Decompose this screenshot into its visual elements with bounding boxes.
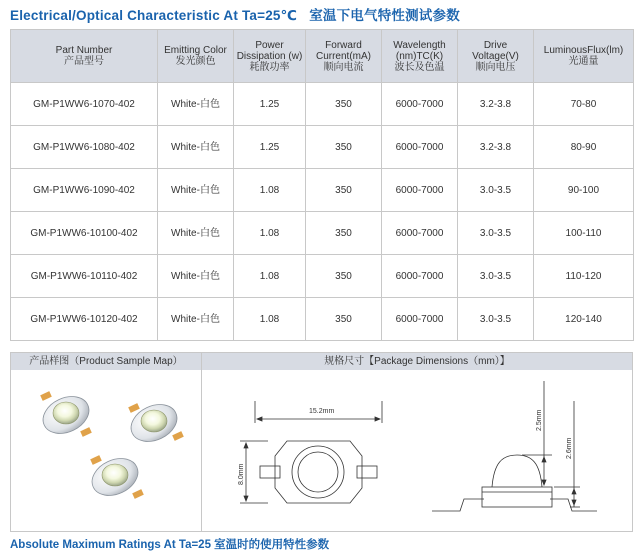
- cell-part: GM-P1WW6-10110-402: [11, 255, 158, 298]
- table-header-row: [11, 30, 634, 83]
- characteristic-table: [10, 29, 634, 341]
- cell-part: GM-P1WW6-1090-402: [11, 169, 158, 212]
- table-row: [11, 298, 634, 341]
- page-title: [10, 4, 460, 24]
- cell-flux: 110-120: [534, 255, 634, 298]
- cell-flux: 100-110: [534, 212, 634, 255]
- cell-wavelength: 6000-7000: [382, 255, 458, 298]
- cell-power: 1.08: [234, 255, 306, 298]
- table-row: [11, 83, 634, 126]
- led-sample-images: [11, 371, 201, 531]
- cell-wavelength: 6000-7000: [382, 83, 458, 126]
- cell-voltage: 3.2-3.8: [458, 83, 534, 126]
- dim-height-label: 8.0mm: [238, 463, 245, 485]
- led-sample-3: [86, 451, 144, 502]
- cell-current: 350: [306, 255, 382, 298]
- cell-current: 350: [306, 212, 382, 255]
- cell-color: White-白色: [158, 255, 234, 298]
- cell-current: 350: [306, 83, 382, 126]
- cell-flux: 80-90: [534, 126, 634, 169]
- cell-power: 1.08: [234, 298, 306, 341]
- cell-flux: 90-100: [534, 169, 634, 212]
- dim-dome-height-label: 2.5mm: [536, 409, 543, 431]
- cell-voltage: 3.2-3.8: [458, 126, 534, 169]
- cell-wavelength: 6000-7000: [382, 298, 458, 341]
- header-wavelength: Wavelength (nm)TC(K) 波长及色温: [382, 30, 458, 83]
- title-en: Electrical/Optical Characteristic At Ta=25℃: [10, 8, 298, 23]
- cell-voltage: 3.0-3.5: [458, 255, 534, 298]
- title-cn: 室温下电气特性测试参数: [309, 8, 460, 23]
- header-forward-current: Forward Current(mA) 顺向电流: [306, 30, 382, 83]
- header-luminous-flux: LuminousFlux(lm) 光通量: [534, 30, 634, 83]
- cell-wavelength: 6000-7000: [382, 169, 458, 212]
- cell-current: 350: [306, 298, 382, 341]
- cell-color: White-白色: [158, 212, 234, 255]
- cell-power: 1.25: [234, 126, 306, 169]
- led-sample-2: [125, 397, 184, 448]
- table-row: [11, 212, 634, 255]
- table-row: [11, 255, 634, 298]
- cell-color: White-白色: [158, 298, 234, 341]
- sample-map-header: 产品样图（Product Sample Map）: [11, 353, 201, 370]
- cell-color: White-白色: [158, 83, 234, 126]
- cell-flux: 70-80: [534, 83, 634, 126]
- dim-total-height-label: 2.6mm: [566, 437, 573, 459]
- cell-color: White-白色: [158, 126, 234, 169]
- header-drive-voltage: Drive Voltage(V) 顺向电压: [458, 30, 534, 83]
- dim-width-label: 15.2mm: [309, 408, 335, 415]
- cell-power: 1.08: [234, 212, 306, 255]
- led-sample-1: [37, 389, 95, 440]
- cell-wavelength: 6000-7000: [382, 126, 458, 169]
- cell-power: 1.25: [234, 83, 306, 126]
- table-row: [11, 169, 634, 212]
- cell-current: 350: [306, 169, 382, 212]
- cell-wavelength: 6000-7000: [382, 212, 458, 255]
- cell-part: GM-P1WW6-1080-402: [11, 126, 158, 169]
- table-row: [11, 126, 634, 169]
- cell-part: GM-P1WW6-10120-402: [11, 298, 158, 341]
- cell-part: GM-P1WW6-10100-402: [11, 212, 158, 255]
- header-power-dissipation: Power Dissipation (w) 耗散功率: [234, 30, 306, 83]
- cell-flux: 120-140: [534, 298, 634, 341]
- next-section-title: Absolute Maximum Ratings At Ta=25 室温时的使用特性参数: [10, 539, 330, 551]
- header-part-number: Part Number 产品型号: [11, 30, 158, 83]
- header-emitting-color: Emitting Color 发光颜色: [158, 30, 234, 83]
- top-view-drawing: [240, 401, 382, 503]
- cell-color: White-白色: [158, 169, 234, 212]
- cell-voltage: 3.0-3.5: [458, 298, 534, 341]
- dimensions-header: 规格尺寸【Package Dimensions（mm）】: [202, 353, 632, 370]
- cell-voltage: 3.0-3.5: [458, 169, 534, 212]
- cell-power: 1.08: [234, 169, 306, 212]
- cell-part: GM-P1WW6-1070-402: [11, 83, 158, 126]
- bottom-panel: [10, 352, 633, 532]
- cell-current: 350: [306, 126, 382, 169]
- package-dimension-drawing: [202, 371, 632, 531]
- cell-voltage: 3.0-3.5: [458, 212, 534, 255]
